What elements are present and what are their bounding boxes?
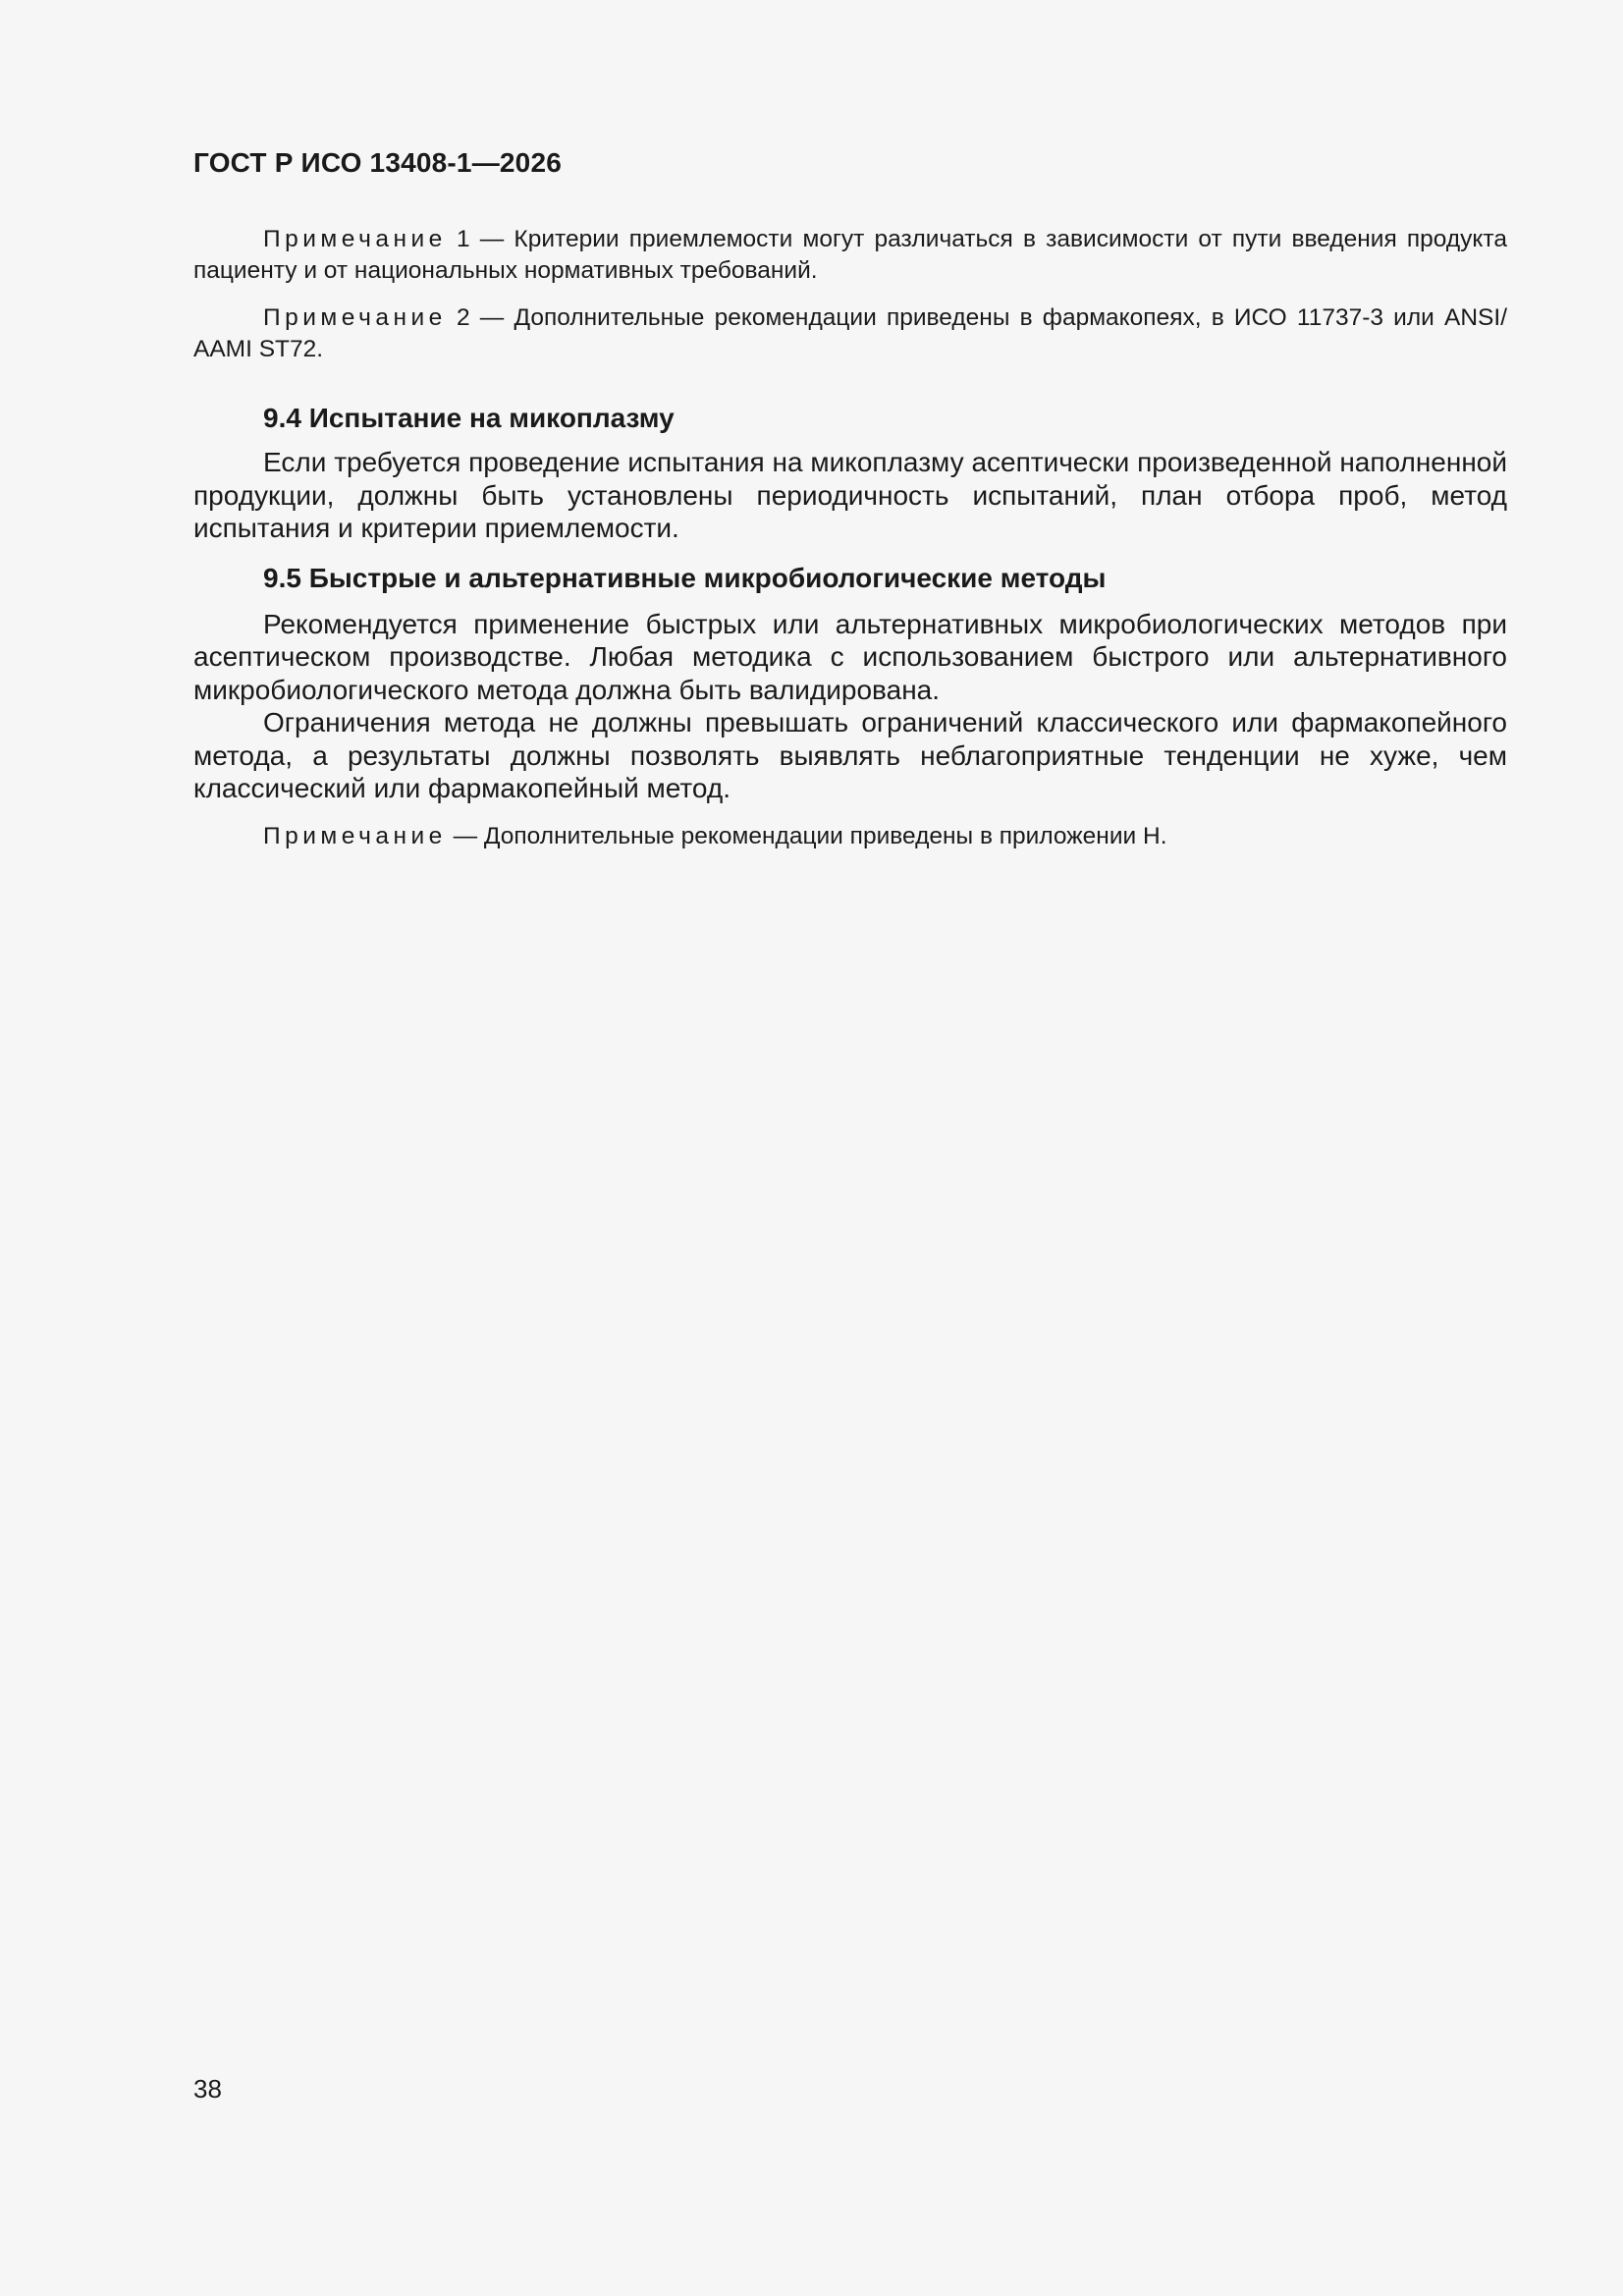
document-code-header: ГОСТ Р ИСО 13408-1—2026 [193, 147, 562, 178]
note-2-text: 2 — Дополнительные рекомендации приведены в фармакопеях, в ИСО 11737-3 или ANSI/ AAMI ST72. [193, 304, 1507, 362]
page-content [193, 224, 1507, 868]
note-3-text: — Дополнительные рекомендации приведены в приложении Н. [446, 822, 1167, 849]
section-9-5-paragraph-1: Рекомендуется применение быстрых или альтернативных микробиологических методов при асептическом производстве. Любая методика с использованием быстрого или альтернативного микробиологического метода должна быть валидирована. [193, 608, 1507, 705]
section-9-5-title: 9.5 Быстрые и альтернативные микробиологические методы [263, 562, 1107, 593]
note-3 [193, 821, 1507, 852]
note-1 [193, 224, 1507, 287]
section-9-4-title: 9.4 Испытание на микоплазму [263, 403, 675, 433]
note-2-label: Примечание [263, 304, 447, 331]
section-9-4-paragraph: Если требуется проведение испытания на микоплазму асептически произведенной наполненной продукции, должны быть установлены периодичность испытаний, план отбора проб, метод испытания и критерии приемлемости. [193, 447, 1507, 543]
note-2 [193, 302, 1507, 365]
page-number: 38 [193, 2074, 222, 2104]
section-9-5-paragraph-2: Ограничения метода не должны превышать ограничений классического или фармакопейного метода, а результаты должны позволять выявлять неблагоприятные тенденции не хуже, чем классический или фармакопейный метод. [193, 707, 1507, 803]
note-3-label: Примечание [263, 822, 447, 849]
note-1-text: 1 — Критерии приемлемости могут различаться в зависимости от пути введения продукта пациенту и от национальных нормативных требований. [193, 226, 1507, 284]
note-1-label: Примечание [263, 226, 447, 252]
